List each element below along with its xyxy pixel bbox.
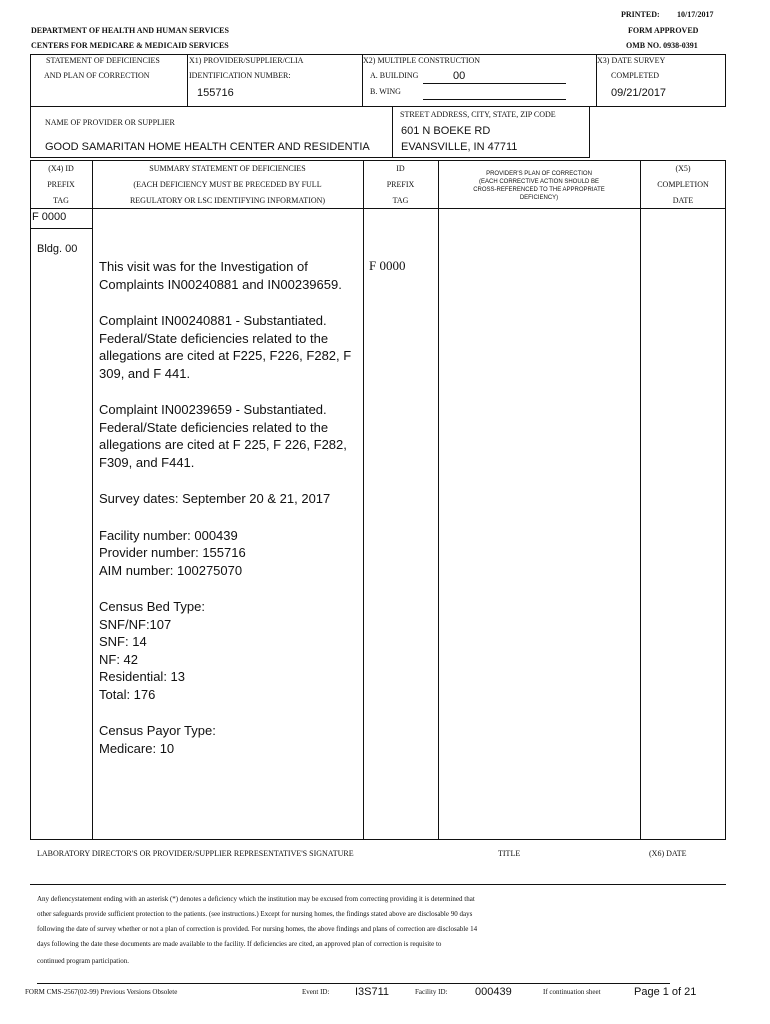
paragraph-complaint-1: Complaint IN00240881 - Substantiated. Federal/State deficiencies related to the allegations are cited at F225, F226, F282, F 309, and F 441. [99, 313, 352, 381]
x3-label-1: X3) DATE SURVEY [597, 56, 666, 65]
col-plan-2: (EACH CORRECTIVE ACTION SHOULD BE [478, 179, 600, 185]
col-id-1: ID [396, 164, 405, 173]
x1-label-1: X1) PROVIDER/SUPPLIER/CLIA [189, 56, 304, 65]
col-x4-2: PREFIX [47, 180, 75, 189]
statement-label-1: STATEMENT OF DEFICIENCIES [46, 56, 160, 65]
facility-id-label: Facility ID: [415, 988, 448, 996]
address-label: STREET ADDRESS, CITY, STATE, ZIP CODE [400, 110, 556, 119]
facility-id-value: 000439 [475, 986, 512, 998]
col-x5-3: DATE [672, 196, 694, 205]
col-summary-1: SUMMARY STATEMENT OF DEFICIENCIES [149, 164, 306, 173]
paragraph-survey-dates: Survey dates: September 20 & 21, 2017 [99, 491, 331, 506]
provider-name-value: GOOD SAMARITAN HOME HEALTH CENTER AND RESIDENTIA [45, 141, 370, 153]
col-x4-1: (X4) ID [48, 164, 74, 173]
col-plan-3: CROSS-REFERENCED TO THE APPROPRIATE [473, 187, 605, 193]
signature-label: LABORATORY DIRECTOR'S OR PROVIDER/SUPPLIER REPRESENTATIVE'S SIGNATURE [37, 849, 354, 858]
col-id-3: TAG [392, 196, 409, 205]
x6-date-label: (X6) DATE [649, 849, 687, 858]
x1-label-2: IDENTIFICATION NUMBER: [189, 71, 291, 80]
printed-date: 10/17/2017 [677, 10, 714, 19]
building-tag: Bldg. 00 [37, 243, 78, 255]
omb-number: OMB NO. 0938-0391 [626, 41, 698, 50]
col-x5-2: COMPLETION [657, 180, 709, 189]
disclaimer-line-4: days following the date these documents are made available to the facility. If deficiencies are cited, an approved plan of correction is requisite to [37, 940, 442, 948]
col-summary-3: REGULATORY OR LSC IDENTIFYING INFORMATION) [129, 196, 326, 205]
provider-name-label: NAME OF PROVIDER OR SUPPLIER [45, 118, 175, 127]
provider-id-value: 155716 [197, 87, 234, 99]
disclaimer-line-1: Any defiencystatement ending with an asterisk (*) denotes a deficiency which the institution may be excused from correcting providing it is determined that [37, 895, 475, 903]
paragraph-visit: This visit was for the Investigation of Complaints IN00240881 and IN00239659. [99, 259, 342, 292]
survey-date-value: 09/21/2017 [611, 87, 667, 99]
paragraph-facility: Facility number: 000439 Provider number: 155716 AIM number: 100275070 [99, 527, 246, 578]
centers-title: CENTERS FOR MEDICARE & MEDICAID SERVICES [31, 41, 229, 50]
building-value: 00 [453, 70, 466, 82]
disclaimer-line-3: following the date of survey whether or not a plan of correction is provided. For nursing homes, the above findings and plans of correction are disclosable 14 [37, 925, 478, 933]
col-x5-1: (X5) [675, 164, 691, 173]
tag-right: F 0000 [369, 258, 406, 273]
summary-text [99, 258, 354, 776]
col-id-2: PREFIX [386, 180, 415, 189]
form-number: FORM CMS-2567(02-99) Previous Versions Obsolete [25, 988, 178, 996]
x2-label: X2) MULTIPLE CONSTRUCTION [363, 56, 481, 65]
col-x4-3: TAG [53, 196, 69, 205]
paragraph-census-payor: Census Payor Type: Medicare: 10 [99, 723, 216, 756]
statement-label-2: AND PLAN OF CORRECTION [44, 71, 150, 80]
col-plan-1: PROVIDER'S PLAN OF CORRECTION [486, 171, 592, 177]
building-label: A. BUILDING [370, 71, 419, 80]
wing-label: B. WING [370, 87, 401, 96]
col-plan-4: DEFICIENCY) [519, 195, 559, 201]
tag-left: F 0000 [32, 211, 67, 223]
col-summary-2: (EACH DEFICIENCY MUST BE PRECEDED BY FULL [133, 180, 322, 189]
disclaimer-line-2: other safeguards provide sufficient protection to the patients. (see instructions.) Except for nursing homes, the findings stated above are disclosable 90 days [37, 910, 473, 918]
department-title: DEPARTMENT OF HEALTH AND HUMAN SERVICES [31, 26, 229, 35]
paragraph-census-bed: Census Bed Type: SNF/NF:107 SNF: 14 NF: 42 Residential: 13 Total: 176 [99, 599, 205, 702]
disclaimer-line-5: continued program participation. [37, 957, 129, 965]
continuation-label: If continuation sheet [543, 988, 601, 996]
printed-label: PRINTED: [621, 10, 660, 19]
page-number: Page 1 of 21 [634, 986, 697, 998]
address-line-1: 601 N BOEKE RD [401, 125, 491, 137]
event-id-label: Event ID: [302, 988, 330, 996]
title-label: TITLE [498, 849, 521, 858]
address-line-2: EVANSVILLE, IN 47711 [401, 141, 518, 153]
x3-label-2: COMPLETED [611, 71, 659, 80]
form-approved: FORM APPROVED [628, 26, 699, 35]
paragraph-complaint-2: Complaint IN00239659 - Substantiated. Federal/State deficiencies related to the allegations are cited at F 225, F 226, F282, F309, and F441. [99, 402, 347, 470]
event-id-value: I3S711 [355, 986, 390, 998]
